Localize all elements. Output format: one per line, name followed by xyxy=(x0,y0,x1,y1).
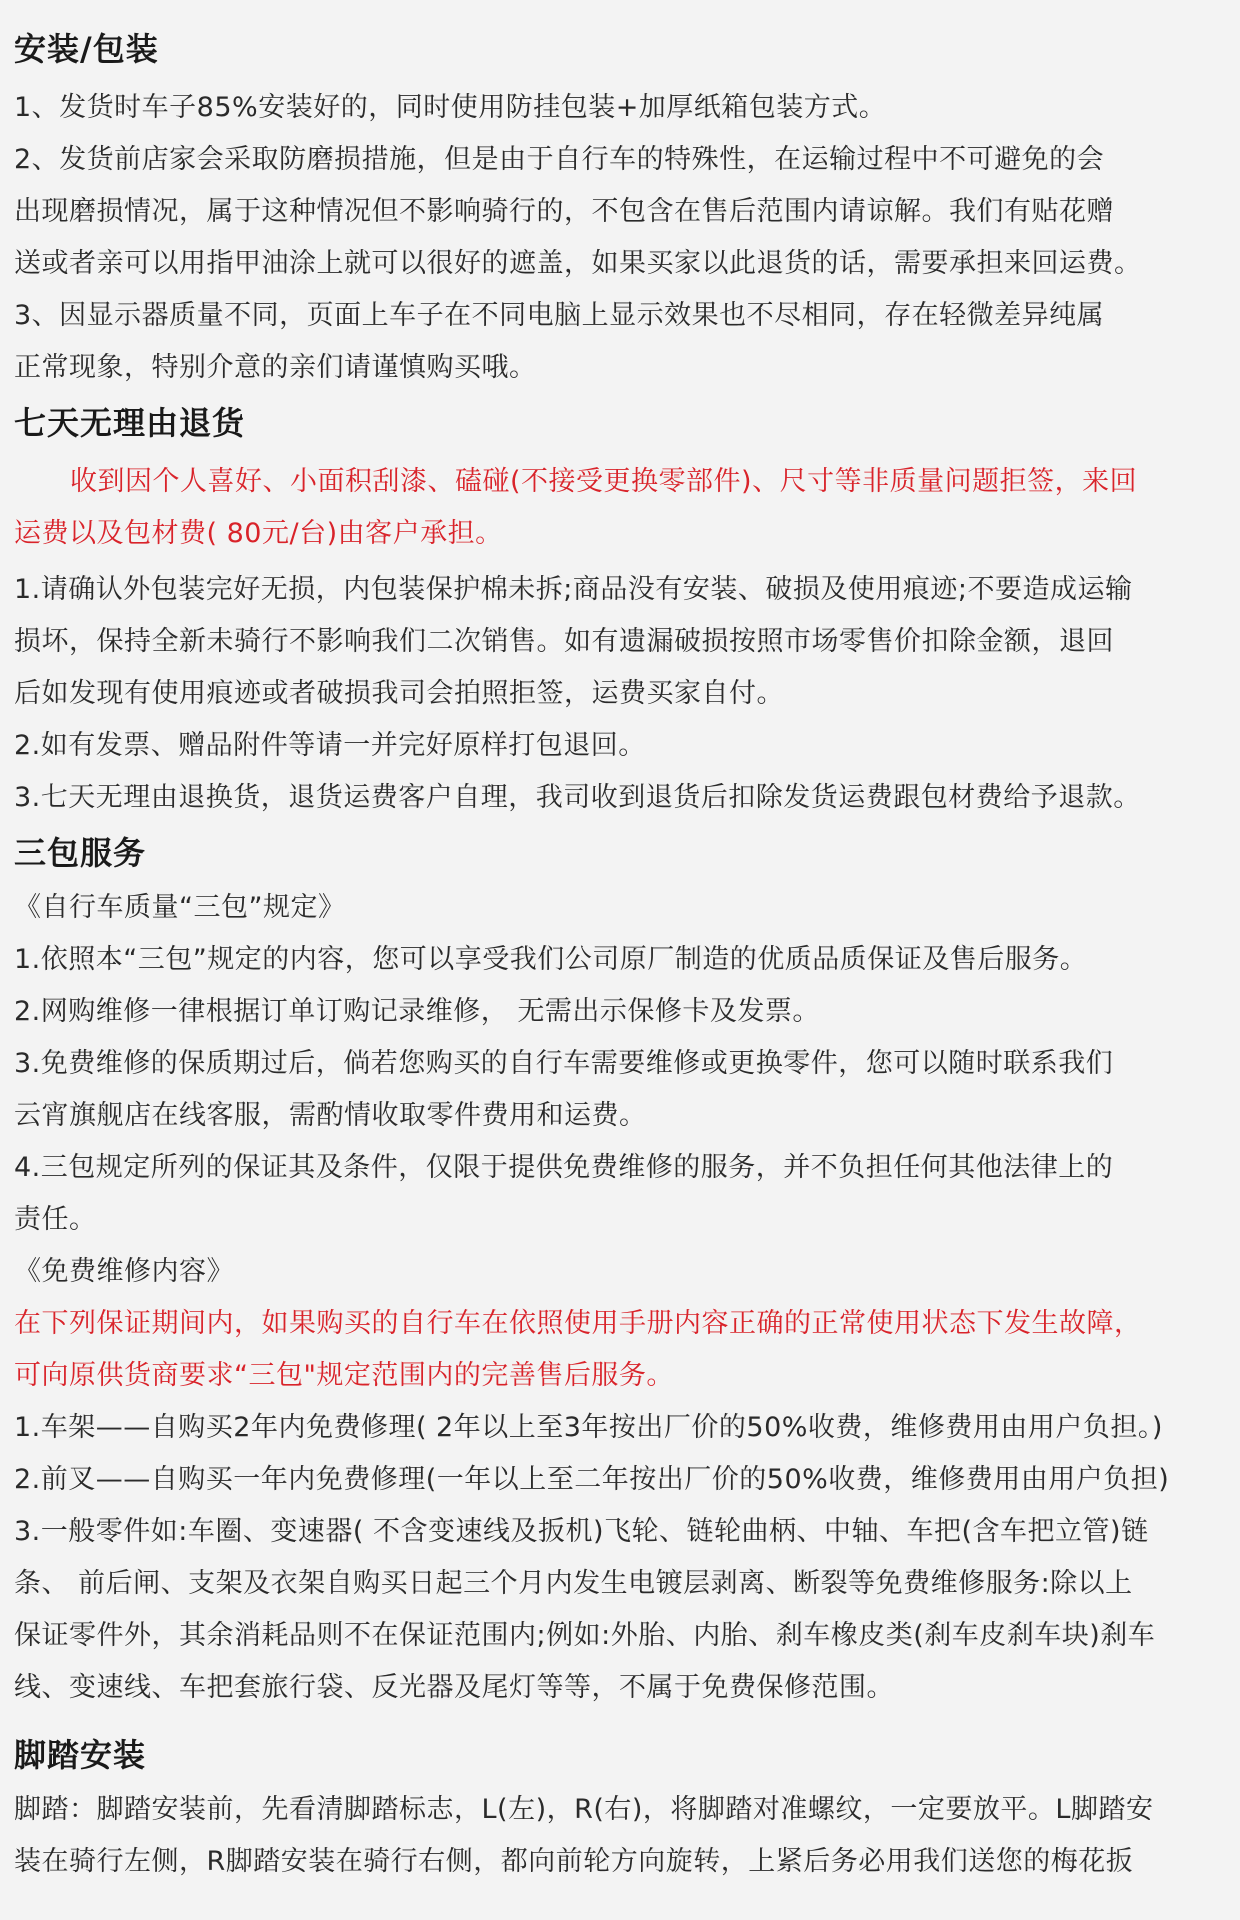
install-line: 2、发货前店家会采取防磨损措施，但是由于自行车的特殊性，在运输过程中不可避免的会 xyxy=(14,144,1105,175)
warranty-line: 1.依照本“三包”规定的内容，您可以享受我们公司原厂制造的优质品质保证及售后服务。 xyxy=(14,944,1088,975)
install-line: 送或者亲可以用指甲油涂上就可以很好的遮盖，如果买家以此退货的话，需要承担来回运费。 xyxy=(14,248,1142,279)
free-repair-line: 保证零件外，其余消耗品则不在保证范围内;例如:外胎、内胎、刹车橡皮类(刹车皮刹车块)刹车 xyxy=(14,1620,1156,1651)
free-repair-line: 线、变速线、车把套旅行袋、反光器及尾灯等等，不属于免费保修范围。 xyxy=(14,1672,894,1703)
document-page xyxy=(14,20,1229,1888)
warranty-line: 2.网购维修一律根据订单订购记录维修， 无需出示保修卡及发票。 xyxy=(14,996,820,1027)
free-repair-line: 2.前叉——自购买一年内免费修理(一年以上至二年按出厂价的50%收费，维修费用由用户负担) xyxy=(14,1464,1170,1495)
returns-line: 后如发现有使用痕迹或者破损我司会拍照拒签，运费买家自付。 xyxy=(14,678,784,709)
returns-notice-line: 运费以及包材费( 80元/台)由客户承担。 xyxy=(14,518,503,549)
returns-line: 损坏，保持全新未骑行不影响我们二次销售。如有遗漏破损按照市场零售价扣除金额，退回 xyxy=(14,626,1114,657)
warranty-line: 4.三包规定所列的保证其及条件，仅限于提供免费维修的服务，并不负担任何其他法律上的 xyxy=(14,1152,1114,1183)
section-heading-pedal: 脚踏安装 xyxy=(14,1736,147,1774)
returns-line: 3.七天无理由退换货，退货运费客户自理，我司收到退货后扣除发货运费跟包材费给予退款。 xyxy=(14,782,1141,813)
section-heading-returns: 七天无理由退货 xyxy=(14,404,246,442)
warranty-line: 责任。 xyxy=(14,1204,97,1235)
warranty-line: 3.免费维修的保质期过后，倘若您购买的自行车需要维修或更换零件，您可以随时联系我们 xyxy=(14,1048,1114,1079)
free-repair-notice-line: 可向原供货商要求“三包"规定范围内的完善售后服务。 xyxy=(14,1360,674,1391)
free-repair-notice-line: 在下列保证期间内，如果购买的自行车在依照使用手册内容正确的正常使用状态下发生故障， xyxy=(14,1308,1142,1339)
install-line: 正常现象，特别介意的亲们请谨慎购买哦。 xyxy=(14,352,537,383)
pedal-line: 装在骑行左侧，R脚踏安装在骑行右侧，都向前轮方向旋转，上紧后务必用我们送您的梅花扳 xyxy=(14,1846,1134,1877)
warranty-line: 云宵旗舰店在线客服，需酌情收取零件费用和运费。 xyxy=(14,1100,647,1131)
returns-notice-line: 收到因个人喜好、小面积刮漆、磕碰(不接受更换零部件)、尺寸等非质量问题拒签，来回 xyxy=(70,466,1138,497)
pedal-line: 脚踏：脚踏安装前，先看清脚踏标志，L(左)，R(右)，将脚踏对准螺纹，一定要放平。L脚踏安 xyxy=(14,1794,1154,1825)
install-line: 3、因显示器质量不同，页面上车子在不同电脑上显示效果也不尽相同，存在轻微差异纯属 xyxy=(14,300,1105,331)
warranty-subheading: 《自行车质量“三包”规定》 xyxy=(14,892,346,923)
section-heading-warranty: 三包服务 xyxy=(14,834,147,872)
returns-line: 2.如有发票、赠品附件等请一并完好原样打包退回。 xyxy=(14,730,646,761)
free-repair-line: 1.车架——自购买2年内免费修理( 2年以上至3年按出厂价的50%收费，维修费用由用户负担。) xyxy=(14,1412,1163,1443)
free-repair-subheading: 《免费维修内容》 xyxy=(14,1256,234,1287)
returns-line: 1.请确认外包装完好无损，内包装保护棉未拆;商品没有安装、破损及使用痕迹;不要造成运输 xyxy=(14,574,1133,605)
section-heading-install: 安装/包装 xyxy=(14,30,159,68)
free-repair-line: 条、 前后闸、支架及衣架自购买日起三个月内发生电镀层剥离、断裂等免费维修服务:除以上 xyxy=(14,1568,1133,1599)
install-line: 1、发货时车子85%安装好的，同时使用防挂包装+加厚纸箱包装方式。 xyxy=(14,92,887,123)
free-repair-line: 3.一般零件如:车圈、变速器( 不含变速线及扳机)飞轮、链轮曲柄、中轴、车把(含车把立管)链 xyxy=(14,1516,1149,1547)
install-line: 出现磨损情况，属于这种情况但不影响骑行的，不包含在售后范围内请谅解。我们有贴花赠 xyxy=(14,196,1114,227)
